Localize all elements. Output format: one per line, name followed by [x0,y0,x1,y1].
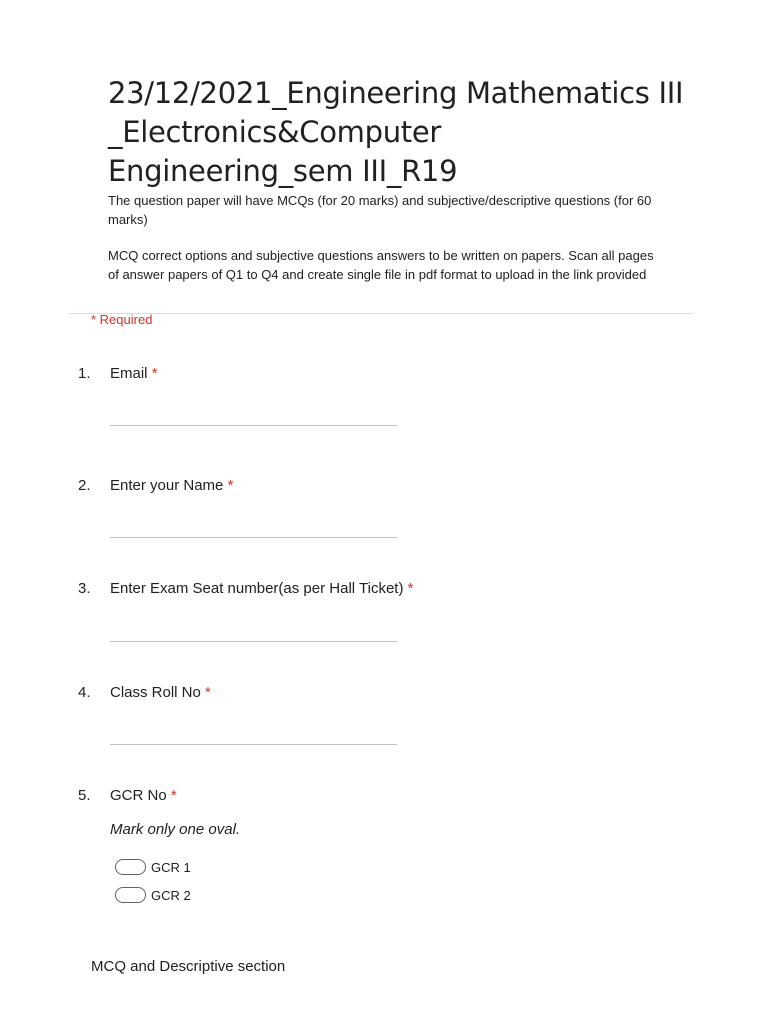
required-star: * [407,580,414,597]
option-label: GCR 1 [151,859,191,875]
header-divider [68,313,693,314]
question-number: 2. [78,477,91,494]
radio-oval[interactable] [115,859,146,875]
form-description [108,192,668,302]
required-star: * [151,365,158,382]
question-label: Email * [110,365,158,382]
name-input[interactable] [110,537,397,538]
option-gcr-2[interactable] [115,887,191,903]
question-label: Enter Exam Seat number(as per Hall Ticket) * [110,580,414,597]
question-label: Class Roll No * [110,684,211,701]
question-number: 1. [78,365,91,382]
question-number: 4. [78,684,91,701]
roll-no-input[interactable] [110,744,397,745]
question-hint: Mark only one oval. [110,821,241,838]
email-input[interactable] [110,425,397,426]
required-star: * [170,787,177,804]
question-label: Enter your Name * [110,477,234,494]
option-label: GCR 2 [151,887,191,903]
seat-number-input[interactable] [110,641,397,642]
option-gcr-1[interactable] [115,859,191,875]
section-title: MCQ and Descriptive section [91,958,286,975]
required-star: * [205,684,211,701]
question-number: 3. [78,580,91,597]
description-paragraph-1: The question paper will have MCQs (for 20 marks) and subjective/descriptive questions (for 60 marks) [108,193,652,227]
question-label: GCR No * [110,787,177,804]
radio-oval[interactable] [115,887,146,903]
required-star: * [227,477,234,494]
required-note: * Required [91,312,153,327]
question-number: 5. [78,787,91,804]
form-title: 23/12/2021_Engineering Mathematics III _Electronics&Computer Engineering_sem III_R19 [108,76,684,188]
description-paragraph-2: MCQ correct options and subjective questions answers to be written on papers. Scan all pages of answer papers of Q1 to Q4 and create single file in pdf format to upload in the link provided [108,248,654,282]
